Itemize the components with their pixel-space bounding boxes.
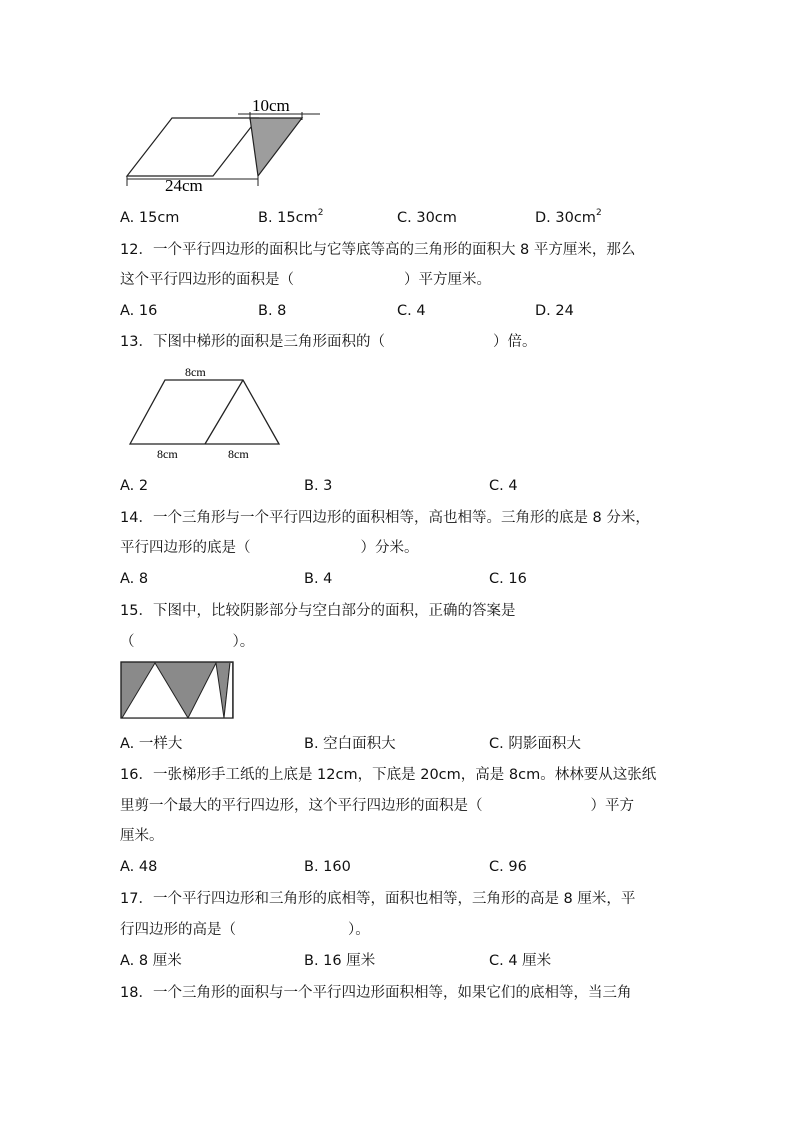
shaded-triangle [250, 118, 302, 176]
q11-option-d-sup: 2 [595, 208, 602, 219]
q15-option-c[interactable]: C. 阴影面积大 [489, 736, 581, 752]
q13-option-c[interactable]: C. 4 [489, 478, 518, 494]
q11-option-d-text: D. 30cm [535, 210, 596, 226]
q16-option-a[interactable]: A. 48 [120, 859, 158, 875]
q12-line2b: ）平方厘米。 [404, 272, 491, 288]
fig11-bottom-label: 24cm [165, 176, 203, 195]
q12-option-a[interactable]: A. 16 [120, 303, 158, 319]
q14-option-c[interactable]: C. 16 [489, 571, 527, 587]
q15-line2b: ）。 [232, 634, 255, 650]
q16-line2a: 里剪一个最大的平行四边形，这个平行四边形的面积是（ [120, 798, 483, 814]
q18-line1: 18．一个三角形的面积与一个平行四边形面积相等，如果它们的底相等，当三角 [120, 985, 632, 1001]
trapezoid-shape [130, 380, 279, 444]
q11-option-c[interactable]: C. 30cm [397, 210, 457, 226]
q15-line2a: （ [120, 634, 135, 650]
q16-option-b[interactable]: B. 160 [304, 859, 351, 875]
fig13-top-label: 8cm [185, 365, 206, 379]
q15-line1: 15．下图中，比较阴影部分与空白部分的面积，正确的答案是 [120, 603, 516, 619]
triangle-divider [205, 380, 243, 444]
q13-line1a: 13．下图中梯形的面积是三角形面积的（ [120, 334, 385, 350]
q17-line2b: ）。 [348, 922, 370, 938]
q17-line2a: 行四边形的高是（ [120, 922, 236, 938]
q16-line3: 厘米。 [120, 828, 164, 844]
q13-figure [125, 362, 285, 462]
q12-option-d[interactable]: D. 24 [535, 303, 574, 319]
q13-option-b[interactable]: B. 3 [304, 478, 333, 494]
q17-option-a[interactable]: A. 8 厘米 [120, 953, 182, 969]
q16-line1: 16．一张梯形手工纸的上底是 12cm，下底是 20cm，高是 8cm。林林要从这张纸 [120, 767, 657, 783]
q16-line2b: ）平方 [590, 798, 634, 814]
parallelogram-shape [127, 118, 258, 176]
q14-line1: 14．一个三角形与一个平行四边形的面积相等，高也相等。三角形的底是 8 分米， [120, 510, 650, 526]
q11-option-d[interactable] [535, 208, 602, 228]
q14-line2 [120, 538, 419, 558]
q11-option-b[interactable] [258, 208, 323, 228]
q17-option-b[interactable]: B. 16 厘米 [304, 953, 376, 969]
q12-line2a: 这个平行四边形的面积是（ [120, 272, 294, 288]
q15-line2 [120, 632, 254, 652]
fig13-bottom-left-label: 8cm [157, 447, 178, 461]
q14-line2a: 平行四边形的底是（ [120, 540, 251, 556]
fig11-top-label: 10cm [252, 96, 290, 115]
q15-option-a[interactable]: A. 一样大 [120, 736, 183, 752]
q14-option-b[interactable]: B. 4 [304, 571, 333, 587]
q14-line2b: ）分米。 [360, 540, 419, 556]
q11-option-b-sup: 2 [317, 208, 324, 219]
q17-option-c[interactable]: C. 4 厘米 [489, 953, 552, 969]
q15-option-b[interactable]: B. 空白面积大 [304, 736, 396, 752]
q11-option-b-text: B. 15cm [258, 210, 318, 226]
q17-line2 [120, 920, 370, 940]
q12-line1: 12．一个平行四边形的面积比与它等底等高的三角形的面积大 8 平方厘米，那么 [120, 242, 636, 258]
q11-figure [120, 94, 330, 194]
q13-line1 [120, 332, 536, 352]
q12-line2 [120, 270, 491, 290]
q14-option-a[interactable]: A. 8 [120, 571, 149, 587]
q11-option-a[interactable]: A. 15cm [120, 210, 180, 226]
q13-option-a[interactable]: A. 2 [120, 478, 149, 494]
q16-option-c[interactable]: C. 96 [489, 859, 527, 875]
q12-option-c[interactable]: C. 4 [397, 303, 426, 319]
q15-figure [120, 661, 235, 719]
q16-line2 [120, 796, 634, 816]
q13-line1b: ）倍。 [492, 334, 537, 350]
q12-option-b[interactable]: B. 8 [258, 303, 287, 319]
q17-line1: 17．一个平行四边形和三角形的底相等，面积也相等，三角形的高是 8 厘米，平 [120, 891, 636, 907]
fig13-bottom-right-label: 8cm [228, 447, 249, 461]
